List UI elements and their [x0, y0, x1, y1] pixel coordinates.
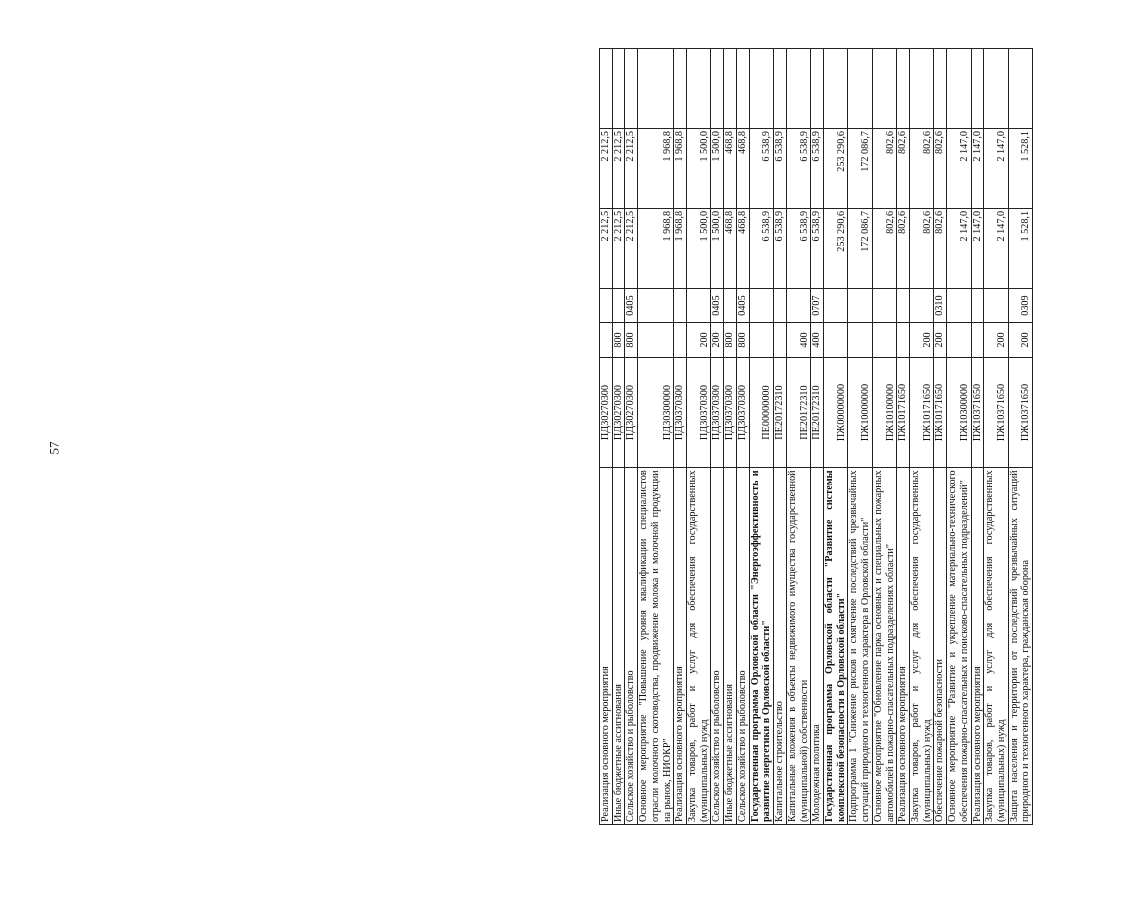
- row-section: 0707: [811, 288, 824, 322]
- row-amount-3: [612, 49, 625, 129]
- table-row: [909, 49, 933, 825]
- row-amount-1: 802,6: [897, 208, 910, 288]
- row-name: Государственная программа Орловской области "Энергоэффективность и развитие энергетики в Орловской области": [749, 468, 773, 825]
- row-amount-1: 468,8: [724, 208, 737, 288]
- row-code: ПД30370300: [674, 357, 687, 468]
- row-section: [600, 288, 613, 322]
- row-code: ПЖ00000000: [823, 357, 847, 468]
- row-section: [674, 288, 687, 322]
- table-row: [897, 49, 910, 825]
- row-expense-type: [749, 323, 773, 357]
- row-amount-2: 1 528,1: [1008, 129, 1032, 209]
- row-amount-1: 2 147,0: [971, 208, 984, 288]
- row-amount-1: 1 968,8: [638, 208, 674, 288]
- row-code: ПЖ10371650: [984, 357, 1008, 468]
- row-expense-type: [872, 323, 896, 357]
- row-name: Иные бюджетные ассигнования: [724, 468, 737, 825]
- row-amount-2: 6 538,9: [786, 129, 810, 209]
- row-name: Закупка товаров, работ и услуг для обеспечения государственных (муниципальных) нужд: [687, 468, 711, 825]
- row-name: Основное мероприятие "Обновление парка основных и специальных пожарных автомобилей в пожарно-спасательных подразделениях области": [872, 468, 896, 825]
- row-amount-3: [897, 49, 910, 129]
- table-row: [687, 49, 711, 825]
- row-amount-3: [749, 49, 773, 129]
- row-code: ПД30370300: [711, 357, 724, 468]
- row-amount-3: [848, 49, 872, 129]
- row-amount-3: [625, 49, 638, 129]
- row-amount-3: [736, 49, 749, 129]
- row-section: 0405: [736, 288, 749, 322]
- table-row: [971, 49, 984, 825]
- row-section: [909, 288, 933, 322]
- row-amount-1: 802,6: [872, 208, 896, 288]
- row-amount-2: 2 147,0: [947, 129, 971, 209]
- row-amount-2: 2 147,0: [984, 129, 1008, 209]
- row-amount-3: [711, 49, 724, 129]
- table-row: [934, 49, 947, 825]
- table-row: [947, 49, 971, 825]
- row-amount-3: [934, 49, 947, 129]
- row-amount-2: 802,6: [897, 129, 910, 209]
- row-section: [774, 288, 787, 322]
- row-amount-2: 2 212,5: [612, 129, 625, 209]
- row-section: 0405: [625, 288, 638, 322]
- row-amount-1: 253 290,6: [823, 208, 847, 288]
- row-amount-3: [687, 49, 711, 129]
- row-expense-type: 200: [909, 323, 933, 357]
- row-code: ПД30270300: [625, 357, 638, 468]
- row-name: Капитальные вложения в объекты недвижимого имущества государственной (муниципальной) собственности: [786, 468, 810, 825]
- row-code: ПЖ10171650: [934, 357, 947, 468]
- budget-table: [599, 48, 1033, 825]
- row-section: [638, 288, 674, 322]
- row-section: [848, 288, 872, 322]
- table-row: [1008, 49, 1032, 825]
- row-section: 0310: [934, 288, 947, 322]
- row-amount-1: 2 147,0: [947, 208, 971, 288]
- row-expense-type: 400: [811, 323, 824, 357]
- row-amount-3: [600, 49, 613, 129]
- row-amount-3: [984, 49, 1008, 129]
- row-code: ПД30370300: [724, 357, 737, 468]
- row-code: ПЕ20172310: [811, 357, 824, 468]
- row-amount-3: [1008, 49, 1032, 129]
- row-section: [687, 288, 711, 322]
- row-amount-2: 802,6: [934, 129, 947, 209]
- row-code: ПЖ10300000: [947, 357, 971, 468]
- row-amount-2: 6 538,9: [811, 129, 824, 209]
- table-row: [612, 49, 625, 825]
- row-name: Сельское хозяйство и рыболовство: [625, 468, 638, 825]
- row-amount-1: 6 538,9: [811, 208, 824, 288]
- row-name: Закупка товаров, работ и услуг для обеспечения государственных (муниципальных) нужд: [909, 468, 933, 825]
- row-code: ПД30270300: [600, 357, 613, 468]
- row-amount-1: 2 212,5: [625, 208, 638, 288]
- row-amount-1: 1 528,1: [1008, 208, 1032, 288]
- row-name: Основное мероприятие "Развитие и укрепление материально-технического обеспечения пожарно-спасательных и поисково-спасательных подразделений": [947, 468, 971, 825]
- table-row: [749, 49, 773, 825]
- row-code: ПЖ10000000: [848, 357, 872, 468]
- row-amount-3: [909, 49, 933, 129]
- row-amount-2: 1 500,0: [687, 129, 711, 209]
- row-name: Основное мероприятие "Повышение уровня квалификации специалистов отрасли молочного скотоводства, продвижение молока и молочной продукции на рынок, НИОКР": [638, 468, 674, 825]
- row-amount-3: [971, 49, 984, 129]
- table-row: [600, 49, 613, 825]
- row-name: Закупка товаров, работ и услуг для обеспечения государственных (муниципальных) нужд: [984, 468, 1008, 825]
- table-row: [638, 49, 674, 825]
- row-amount-1: 468,8: [736, 208, 749, 288]
- row-section: [823, 288, 847, 322]
- row-section: [984, 288, 1008, 322]
- row-section: [947, 288, 971, 322]
- table-row: [786, 49, 810, 825]
- row-code: ПД30370300: [687, 357, 711, 468]
- row-section: [872, 288, 896, 322]
- row-code: ПЖ10371650: [971, 357, 984, 468]
- row-amount-2: 1 968,8: [674, 129, 687, 209]
- row-amount-3: [638, 49, 674, 129]
- row-amount-2: 802,6: [872, 129, 896, 209]
- row-expense-type: 800: [625, 323, 638, 357]
- row-amount-3: [674, 49, 687, 129]
- row-amount-2: 6 538,9: [749, 129, 773, 209]
- budget-table-body: [600, 49, 1033, 825]
- row-code: ПЕ00000000: [749, 357, 773, 468]
- row-name: Реализация основного мероприятия: [674, 468, 687, 825]
- row-expense-type: 200: [711, 323, 724, 357]
- row-amount-1: 1 500,0: [687, 208, 711, 288]
- table-row: [811, 49, 824, 825]
- row-expense-type: [600, 323, 613, 357]
- row-code: ПД30270300: [612, 357, 625, 468]
- row-section: [786, 288, 810, 322]
- row-code: ПЕ20172310: [774, 357, 787, 468]
- row-amount-1: 802,6: [909, 208, 933, 288]
- row-code: ПД30370300: [736, 357, 749, 468]
- row-expense-type: [947, 323, 971, 357]
- row-name: Сельское хозяйство и рыболовство: [736, 468, 749, 825]
- row-amount-1: 2 212,5: [612, 208, 625, 288]
- row-section: [724, 288, 737, 322]
- row-amount-1: 6 538,9: [749, 208, 773, 288]
- row-amount-3: [724, 49, 737, 129]
- page-number: 57: [46, 441, 62, 455]
- row-amount-1: 1 500,0: [711, 208, 724, 288]
- row-amount-2: 468,8: [736, 129, 749, 209]
- row-amount-1: 2 147,0: [984, 208, 1008, 288]
- row-name: Обеспечение пожарной безопасности: [934, 468, 947, 825]
- row-name: Защита населения и территории от последствий чрезвычайных ситуаций природного и техногенного характера, гражданская оборона: [1008, 468, 1032, 825]
- row-expense-type: [674, 323, 687, 357]
- row-name: Реализация основного мероприятия: [600, 468, 613, 825]
- row-expense-type: [823, 323, 847, 357]
- row-amount-1: 6 538,9: [774, 208, 787, 288]
- row-name: Государственная программа Орловской области "Развитие системы комплексной безопасности в Орловской области": [823, 468, 847, 825]
- row-code: ПД30300000: [638, 357, 674, 468]
- row-name: Сельское хозяйство и рыболовство: [711, 468, 724, 825]
- table-row: [724, 49, 737, 825]
- table-row: [848, 49, 872, 825]
- table-row: [711, 49, 724, 825]
- rotated-table-container: [599, 48, 1135, 825]
- row-name: Молодежная политика: [811, 468, 824, 825]
- row-section: 0309: [1008, 288, 1032, 322]
- row-amount-1: 6 538,9: [786, 208, 810, 288]
- row-amount-2: 802,6: [909, 129, 933, 209]
- table-row: [736, 49, 749, 825]
- table-row: [984, 49, 1008, 825]
- row-expense-type: [971, 323, 984, 357]
- row-expense-type: [774, 323, 787, 357]
- table-row: [823, 49, 847, 825]
- row-amount-2: 6 538,9: [774, 129, 787, 209]
- table-row: [674, 49, 687, 825]
- row-amount-2: 2 212,5: [625, 129, 638, 209]
- row-amount-1: 2 212,5: [600, 208, 613, 288]
- row-amount-1: 172 086,7: [848, 208, 872, 288]
- row-name: Реализация основного мероприятия: [897, 468, 910, 825]
- row-code: ПЖ10371650: [1008, 357, 1032, 468]
- row-code: ПЕ20172310: [786, 357, 810, 468]
- table-row: [625, 49, 638, 825]
- row-amount-3: [786, 49, 810, 129]
- row-expense-type: 800: [724, 323, 737, 357]
- row-expense-type: [848, 323, 872, 357]
- row-section: [971, 288, 984, 322]
- row-expense-type: 200: [1008, 323, 1032, 357]
- row-name: Реализация основного мероприятия: [971, 468, 984, 825]
- row-code: ПЖ10171650: [897, 357, 910, 468]
- row-expense-type: [638, 323, 674, 357]
- row-amount-3: [774, 49, 787, 129]
- row-amount-3: [823, 49, 847, 129]
- row-section: [612, 288, 625, 322]
- row-name: Иные бюджетные ассигнования: [612, 468, 625, 825]
- row-expense-type: 800: [612, 323, 625, 357]
- row-code: ПЖ10100000: [872, 357, 896, 468]
- row-amount-1: 1 968,8: [674, 208, 687, 288]
- row-code: ПЖ10171650: [909, 357, 933, 468]
- row-amount-2: 1 500,0: [711, 129, 724, 209]
- row-expense-type: 200: [687, 323, 711, 357]
- row-section: [897, 288, 910, 322]
- row-amount-2: 2 212,5: [600, 129, 613, 209]
- table-row: [774, 49, 787, 825]
- row-expense-type: 200: [984, 323, 1008, 357]
- row-amount-3: [811, 49, 824, 129]
- row-amount-2: 468,8: [724, 129, 737, 209]
- row-amount-1: 802,6: [934, 208, 947, 288]
- row-amount-3: [872, 49, 896, 129]
- row-amount-2: 172 086,7: [848, 129, 872, 209]
- row-expense-type: 200: [934, 323, 947, 357]
- row-amount-2: 2 147,0: [971, 129, 984, 209]
- row-amount-2: 253 290,6: [823, 129, 847, 209]
- row-expense-type: 400: [786, 323, 810, 357]
- row-name: Подпрограмма 1 "Снижение рисков и смягчение последствий чрезвычайных ситуаций природного и техногенного характера в Орловской области": [848, 468, 872, 825]
- row-expense-type: [897, 323, 910, 357]
- row-amount-2: 1 968,8: [638, 129, 674, 209]
- row-expense-type: 800: [736, 323, 749, 357]
- table-row: [872, 49, 896, 825]
- row-section: [749, 288, 773, 322]
- row-amount-3: [947, 49, 971, 129]
- row-name: Капитальное строительство: [774, 468, 787, 825]
- row-section: 0405: [711, 288, 724, 322]
